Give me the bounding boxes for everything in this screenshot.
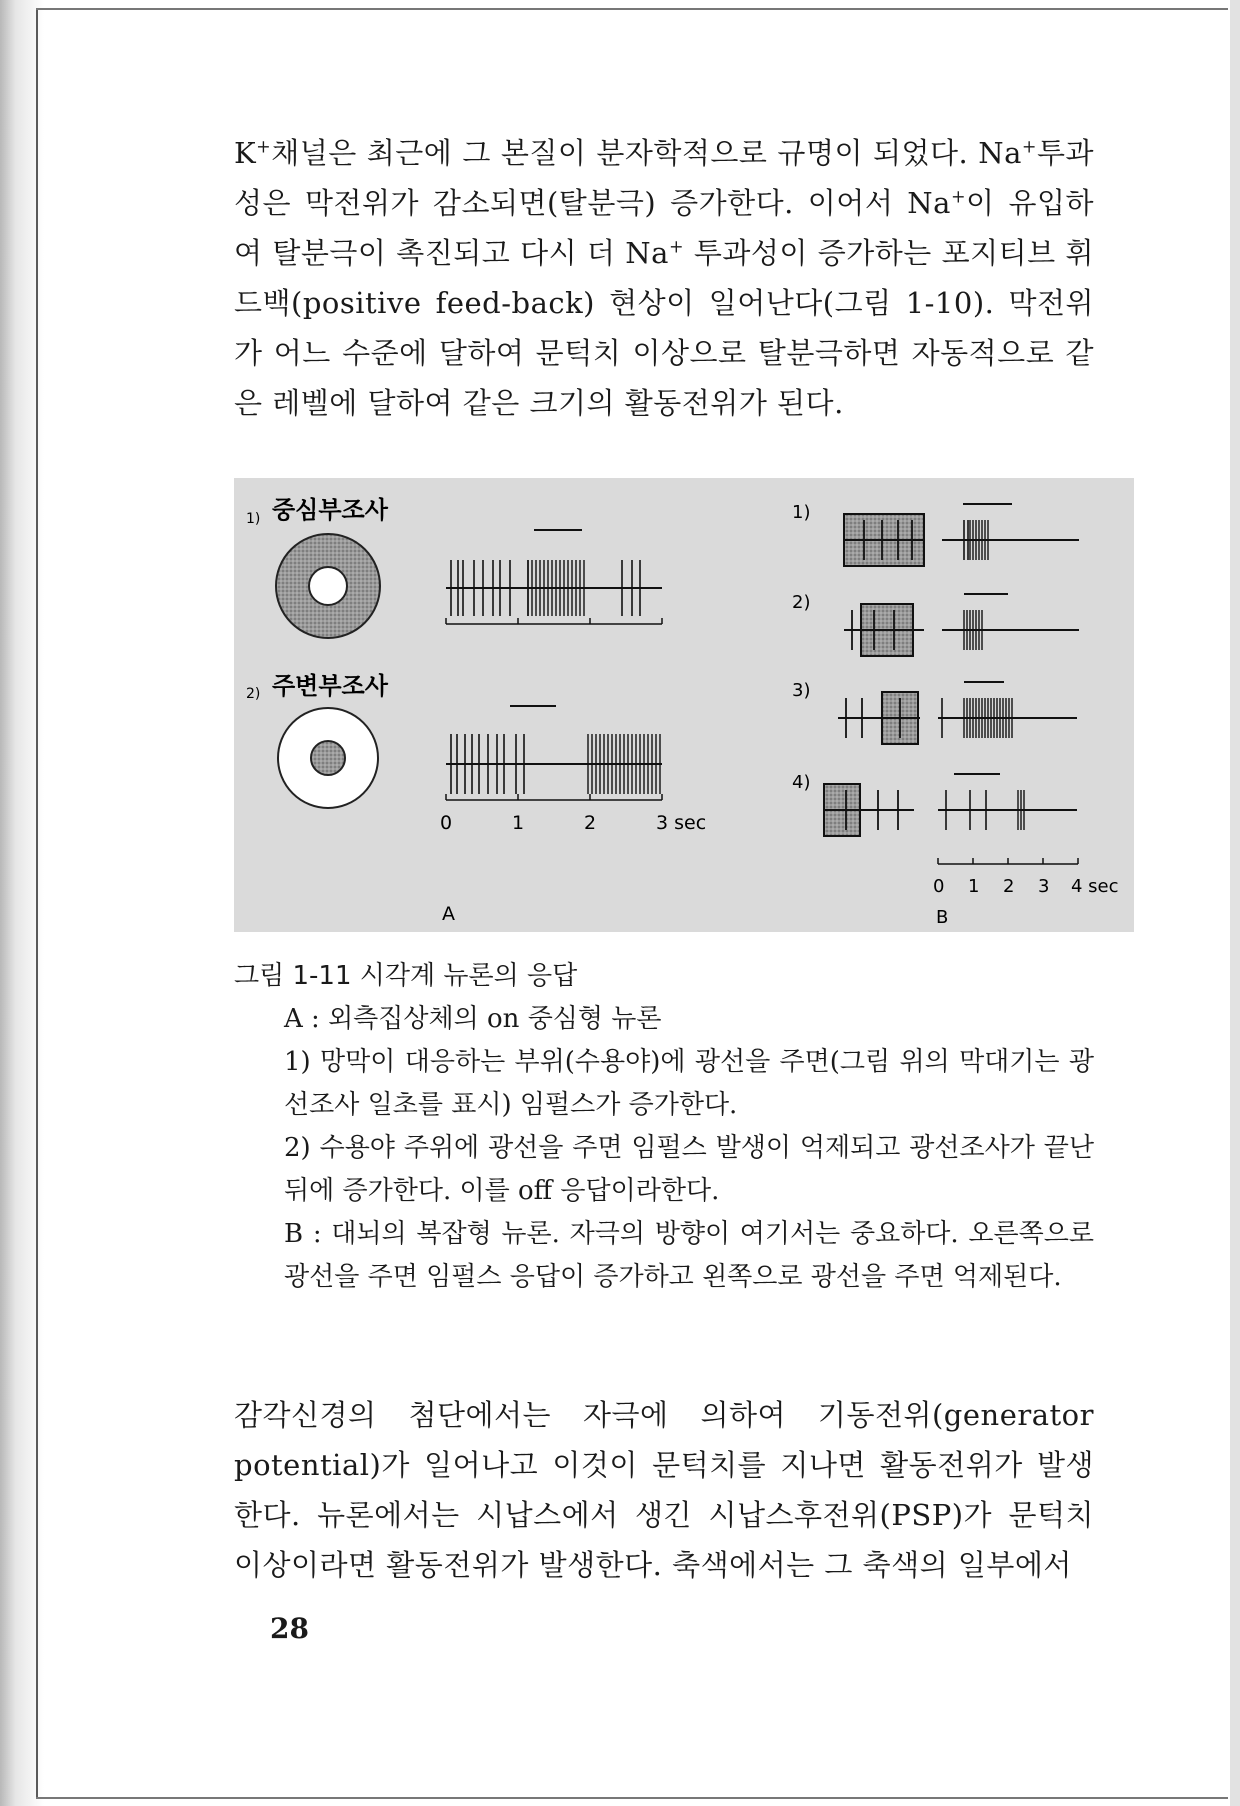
page-border-top bbox=[36, 8, 1228, 10]
panel-b-row-4 bbox=[824, 774, 1077, 836]
panel-b-row1-number: 1) bbox=[792, 502, 811, 523]
caption-line-a1: 1) 망막이 대응하는 부위(수용야)에 광선을 주면(그림 위의 막대기는 광선조사 일초를 표시) 임펄스가 증가한다. bbox=[284, 1047, 1094, 1120]
spike-train-a2 bbox=[446, 706, 662, 794]
figure-graphic bbox=[234, 478, 1134, 932]
panel-a-row1-number: 1) bbox=[246, 511, 261, 527]
panel-b-row-3 bbox=[838, 682, 1077, 744]
time-axis-a bbox=[446, 794, 662, 800]
surround-stimulus-center bbox=[311, 741, 345, 775]
center-stimulus-hole bbox=[309, 567, 347, 605]
caption-title: 그림 1-11 시각계 뉴론의 응답 bbox=[234, 961, 578, 991]
body-paragraph-top: K+채널은 최근에 그 본질이 분자학적으로 규명이 되었다. Na+투과성은 막전위가 감소되면(탈분극) 증가한다. 이어서 Na+이 유입하여 탈분극이 촉진되고 다시 더 Na+ 투과성이 증가하는 포지티브 휘드백(positive feed-back) 현상이 일어난다(그림 1-10). 막전위가 어느 수준에 달하여 문턱치 이상으로 탈분극하면 자동적으로 같은 레벨에 달하여 같은 크기의 활동전위가 된다. bbox=[234, 136, 1094, 420]
figure-1-11 bbox=[234, 478, 1134, 932]
page-border-left bbox=[36, 8, 38, 1798]
caption-line-b: B : 대뇌의 복잡형 뉴론. 자극의 방향이 여기서는 중요하다. 오른쪽으로 광선을 주면 임펄스 응답이 증가하고 왼쪽으로 광선을 주면 억제된다. bbox=[284, 1219, 1094, 1292]
panel-a-label: A bbox=[442, 903, 455, 925]
panel-b-row-2 bbox=[844, 594, 1079, 656]
time-tick-b-1: 1 bbox=[968, 876, 980, 897]
time-tick-b-4: 4 sec bbox=[1071, 876, 1119, 897]
panel-b-row-1 bbox=[844, 504, 1079, 566]
panel-a-row2-number: 2) bbox=[246, 686, 261, 702]
panel-b-row3-number: 3) bbox=[792, 680, 811, 701]
panel-a-row1-title: 중심부조사 bbox=[272, 496, 388, 524]
time-tick-a-3: 3 sec bbox=[656, 812, 707, 834]
time-tick-b-0: 0 bbox=[933, 876, 945, 897]
caption-line-a2: 2) 수용야 주위에 광선을 주면 임펄스 발생이 억제되고 광선조사가 끝난뒤에 증가한다. 이를 off 응답이라한다. bbox=[284, 1133, 1094, 1206]
panel-b-row4-number: 4) bbox=[792, 772, 811, 793]
figure-caption bbox=[234, 955, 1094, 1299]
time-tick-a-0: 0 bbox=[440, 812, 453, 834]
time-tick-a-1: 1 bbox=[512, 812, 525, 834]
time-tick-b-3: 3 bbox=[1038, 876, 1050, 897]
page-edge bbox=[1230, 0, 1240, 1806]
page-border-bottom bbox=[36, 1797, 1228, 1799]
panel-b-label: B bbox=[936, 907, 949, 928]
body-paragraph-bottom: 감각신경의 첨단에서는 자극에 의하여 기동전위(generator potential)가 일어나고 이것이 문턱치를 지나면 활동전위가 발생한다. 뉴론에서는 시납스에서 생긴 시납스후전위(PSP)가 문턱치 이상이라면 활동전위가 발생한다. 축색에서는 그 축색의 일부에서 bbox=[234, 1398, 1094, 1582]
panel-b-row2-number: 2) bbox=[792, 592, 811, 613]
time-tick-b-2: 2 bbox=[1003, 876, 1015, 897]
time-tick-a-2: 2 bbox=[584, 812, 597, 834]
time-axis-b bbox=[938, 858, 1078, 864]
caption-line-a: A : 외측집상체의 on 중심형 뉴론 bbox=[284, 1004, 662, 1034]
spike-train-a1 bbox=[446, 530, 662, 624]
page-number: 28 bbox=[270, 1612, 309, 1645]
panel-a-row2-title: 주변부조사 bbox=[272, 672, 388, 700]
